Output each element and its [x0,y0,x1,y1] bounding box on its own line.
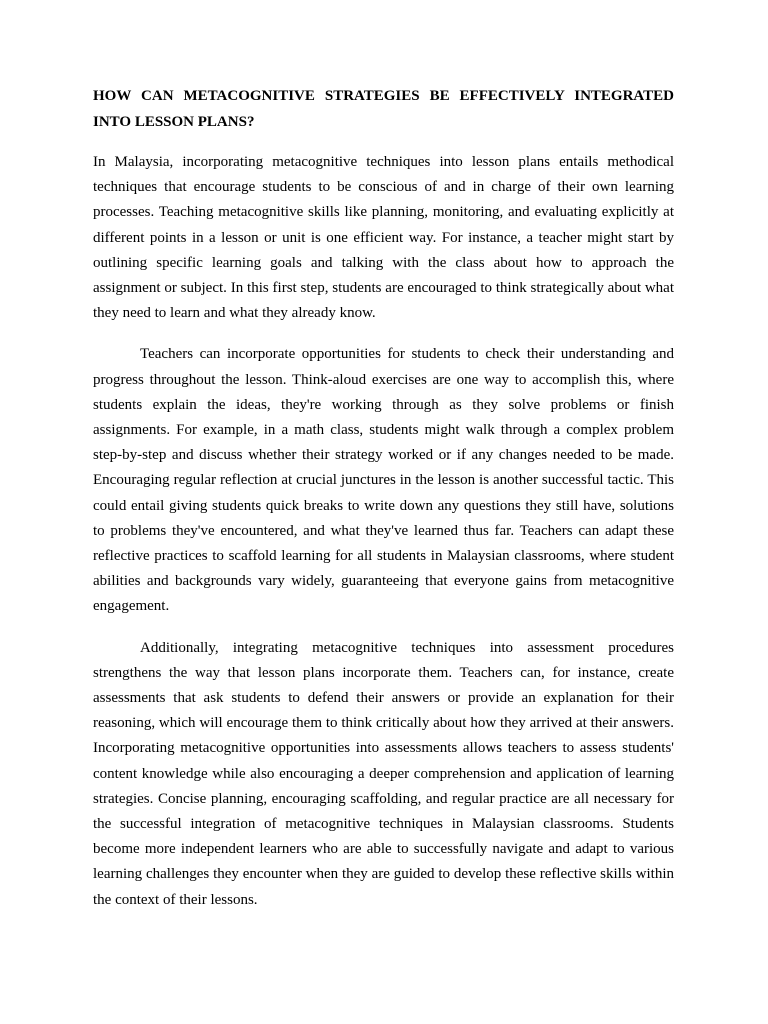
paragraph-intro: In Malaysia, incorporating metacognitive techniques into lesson plans entails methodical techniques that encourage students to be conscious of and in charge of their own learning processes. Teaching metacognitive skills like planning, monitoring, and evaluating explicitly at different points in a lesson or unit is one efficient way. For instance, a teacher might start by outlining specific learning goals and talking with the class about how to approach the assignment or subject. In this first step, students are encouraged to think strategically about what they need to learn and what they already know. [93,154,674,322]
paragraph-monitoring: Teachers can incorporate opportunities for students to check their understanding and progress throughout the lesson. Think-aloud exercises are one way to accomplish this, where students explain the ideas, they're working through as they solve problems or finish assignments. For example, in a math class, students might walk through a complex problem step-by-step and discuss whether their strategy worked or if any changes needed to be made. Encouraging regular reflection at crucial junctures in the lesson is another successful tactic. This could entail giving students quick breaks to write down any questions they still have, solutions to problems they've encountered, and what they've learned thus far. Teachers can adapt these reflective practices to scaffold learning for all students in Malaysian classrooms, where student abilities and backgrounds vary widely, guaranteeing that everyone gains from metacognitive engagement. [93,346,674,615]
paragraph-assessment: Additionally, integrating metacognitive techniques into assessment procedures strengthens the way that lesson plans incorporate them. Teachers can, for instance, create assessments that ask students to defend their answers or provide an explanation for their reasoning, which will encourage them to think critically about how they arrived at their answers. Incorporating metacognitive opportunities into assessments allows teachers to assess students' content knowledge while also encouraging a deeper comprehension and application of learning strategies. Concise planning, encouraging scaffolding, and regular practice are all necessary for the successful integration of metacognitive techniques in Malaysian classrooms. Students become more independent learners who are able to successfully navigate and adapt to various learning challenges they encounter when they are guided to develop these reflective skills within the context of their lessons. [93,639,674,908]
document-page [93,84,674,913]
document-heading: HOW CAN METACOGNITIVE STRATEGIES BE EFFECTIVELY INTEGRATED INTO LESSON PLANS? [93,88,674,130]
